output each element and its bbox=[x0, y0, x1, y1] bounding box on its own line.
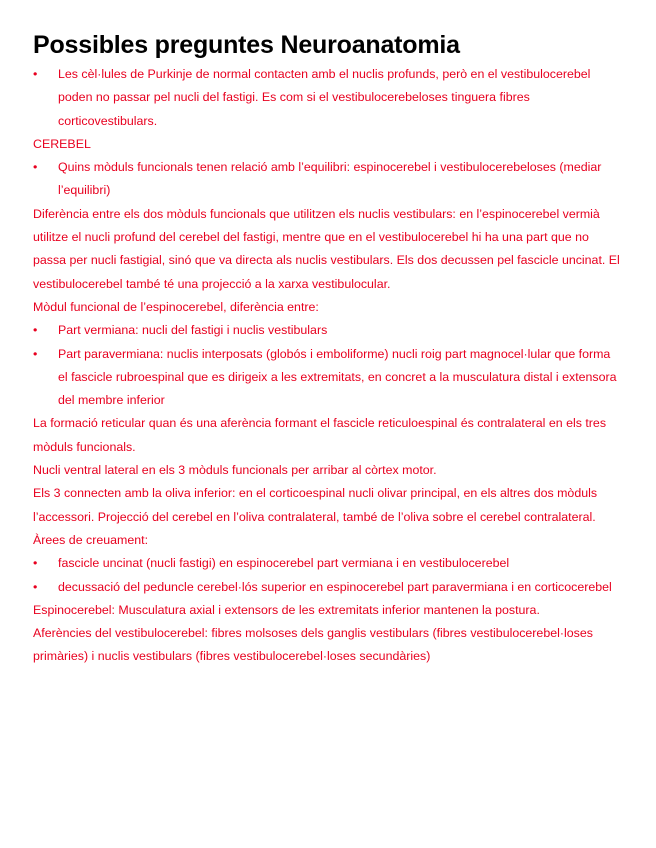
bullet-icon: • bbox=[33, 323, 38, 338]
document-body bbox=[33, 63, 623, 669]
paragraph: Aferències del vestibulocerebel: fibres molsoses dels ganglis vestibulars (fibres vestibulocerebel·loses primàries) i nuclis vestibulars (fibres vestibulocerebel·loses secundàries) bbox=[33, 626, 593, 664]
paragraph: Àrees de creuament: bbox=[33, 532, 149, 547]
bullet-icon: • bbox=[33, 67, 38, 81]
section-heading-cerebel: CEREBEL bbox=[33, 136, 91, 151]
list-item bbox=[33, 343, 623, 413]
bullet-list-3 bbox=[33, 319, 623, 412]
bullet-list-4 bbox=[33, 552, 623, 599]
list-item bbox=[33, 552, 623, 575]
bullet-icon: • bbox=[33, 160, 38, 175]
bullet-icon: • bbox=[33, 556, 38, 571]
page-title: Possibles preguntes Neuroanatomia bbox=[33, 31, 460, 59]
bullet-icon: • bbox=[33, 579, 38, 594]
list-item-text: Les cèl·lules de Purkinje de normal contacten amb el nuclis profunds, però en el vestibulocerebel poden no passar pel nucli del fastigi. Es com si el vestibulocerebeloses tinguera fibres corticovestibulars. bbox=[58, 67, 591, 128]
paragraph: La formació reticular quan és una aferència formant el fascicle reticuloespinal és contralateral en els tres mòduls funcionals. bbox=[33, 416, 607, 454]
list-item-text: Part vermiana: nucli del fastigi i nuclis vestibulars bbox=[58, 323, 328, 338]
list-item-text: Part paravermiana: nuclis interposats (globós i emboliforme) nucli roig part magnocel·lular que forma el fascicle rubroespinal que es dirigeix a les extremitats, en concret a la musculatura distal i extensora del membre inferior bbox=[58, 346, 617, 408]
list-item bbox=[33, 576, 623, 599]
paragraph: Mòdul funcional de l’espinocerebel, diferència entre: bbox=[33, 299, 319, 314]
bullet-list-2 bbox=[33, 156, 623, 203]
list-item bbox=[33, 63, 623, 133]
list-item bbox=[33, 156, 623, 203]
list-item-text: fascicle uncinat (nucli fastigi) en espinocerebel part vermiana i en vestibulocerebel bbox=[58, 556, 510, 571]
list-item-text: Quins mòduls funcionals tenen relació amb l’equilibri: espinocerebel i vestibulocerebeloses (mediar l’equilibri) bbox=[58, 160, 602, 198]
paragraph: Els 3 connecten amb la oliva inferior: en el corticoespinal nucli olivar principal, en els altres dos mòduls l’accessori. Projecció del cerebel en l’oliva contralateral, també de l’oliva sobre el cerebel contralateral. bbox=[33, 486, 598, 524]
document-page bbox=[33, 30, 623, 669]
bullet-list-1 bbox=[33, 63, 623, 133]
paragraph: Espinocerebel: Musculatura axial i extensors de les extremitats inferior mantenen la postura. bbox=[33, 602, 540, 617]
list-item bbox=[33, 319, 623, 342]
list-item-text: decussació del peduncle cerebel·lós superior en espinocerebel part paravermiana i en corticocerebel bbox=[58, 579, 612, 594]
paragraph: Diferència entre els dos mòduls funcionals que utilitzen els nuclis vestibulars: en l’espinocerebel vermià utilitze el nucli profund del cerebel del fastigi, mentre que en el vestibulocerebel hi ha una part que no passa per nucli fastigial, sinó que va directa als nuclis vestibulars. Els dos decussen pel fascicle uncinat. El vestibulocerebel també té una projecció a la xarxa vestibulocular. bbox=[33, 206, 620, 291]
bullet-icon: • bbox=[33, 346, 38, 361]
paragraph: Nucli ventral lateral en els 3 mòduls funcionals per arribar al còrtex motor. bbox=[33, 463, 437, 478]
